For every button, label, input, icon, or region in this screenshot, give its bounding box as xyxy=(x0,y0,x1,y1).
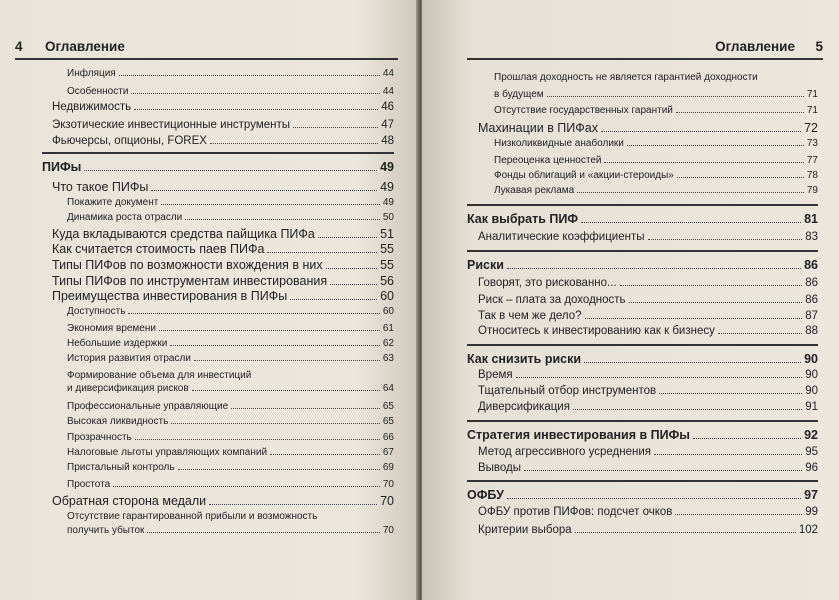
toc-entry-title: Риски xyxy=(467,258,504,272)
toc-page-number: 55 xyxy=(380,258,394,272)
toc-entry-title: Динамика роста отрасли xyxy=(67,212,183,223)
dot-leader xyxy=(601,131,801,132)
toc-page-number: 90 xyxy=(804,352,818,366)
toc-page-number: 51 xyxy=(380,227,394,241)
toc-entry-title: Недвижимость xyxy=(52,101,132,113)
toc-page-number: 70 xyxy=(382,479,394,490)
toc-page-number: 61 xyxy=(382,323,394,334)
toc-entry xyxy=(67,338,394,349)
toc-entry xyxy=(67,86,394,97)
toc-page-number: 73 xyxy=(806,138,818,149)
toc-entry xyxy=(67,462,394,473)
toc-entry-title: История развития отрасли xyxy=(67,353,191,364)
section-divider xyxy=(467,480,818,482)
toc-entry-title: Особенности xyxy=(67,86,129,97)
dot-leader xyxy=(318,237,377,238)
left-page-header xyxy=(15,38,398,58)
toc-entry-title: Прошлая доходность не является гарантией доходности xyxy=(494,72,758,83)
dot-leader xyxy=(84,170,377,171)
dot-leader xyxy=(676,112,804,113)
toc-page-number: 65 xyxy=(382,401,394,412)
toc-entry xyxy=(494,170,818,181)
toc-page-number: 86 xyxy=(804,258,818,272)
toc-page-number: 67 xyxy=(382,447,394,458)
dot-leader xyxy=(161,204,380,205)
toc-entry-title: Преимущества инвестирования в ПИФы xyxy=(52,289,288,303)
dot-leader xyxy=(209,504,377,505)
toc-page-number: 70 xyxy=(382,525,394,536)
toc-entry-title: ПИФы xyxy=(42,160,82,174)
toc-entry xyxy=(67,370,251,381)
dot-leader xyxy=(677,177,804,178)
toc-section-heading xyxy=(467,258,818,272)
toc-entry xyxy=(52,289,394,303)
toc-entry xyxy=(494,185,818,196)
toc-page-number: 46 xyxy=(381,101,394,113)
toc-entry-title: получить убыток xyxy=(67,525,145,536)
toc-entry-title: ОФБУ xyxy=(467,488,504,502)
toc-page-number: 47 xyxy=(381,119,394,131)
toc-entry xyxy=(494,72,758,83)
dot-leader xyxy=(134,109,378,110)
toc-entry-title: Фьючерсы, опционы, FOREX xyxy=(52,135,207,147)
toc-entry-title: Простота xyxy=(67,479,111,490)
toc-entry-title: ОФБУ против ПИФов: подсчет очков xyxy=(478,506,673,518)
toc-entry-title: Относитесь к инвестированию как к бизнесу xyxy=(478,325,715,337)
toc-entry xyxy=(67,416,394,427)
toc-entry-title: Отсутствие гарантированной прибыли и возможность xyxy=(67,511,318,522)
toc-page-number: 55 xyxy=(380,242,394,256)
toc-entry-title: Низколиквидные анаболики xyxy=(494,138,624,149)
toc-section-heading xyxy=(42,160,394,174)
toc-entry xyxy=(478,524,818,536)
dot-leader xyxy=(178,469,380,470)
toc-page-number: 72 xyxy=(804,121,818,135)
toc-page-number: 49 xyxy=(380,160,394,174)
dot-leader xyxy=(159,330,380,331)
dot-leader xyxy=(119,75,380,76)
left-page xyxy=(0,0,418,600)
dot-leader xyxy=(330,284,377,285)
toc-entry xyxy=(67,511,317,522)
toc-entry xyxy=(478,310,818,322)
right-page-number: 5 xyxy=(815,39,823,54)
dot-leader xyxy=(210,143,378,144)
toc-entry-title: Аналитические коэффициенты xyxy=(478,231,645,243)
toc-entry xyxy=(52,119,394,131)
toc-entry-title: Инфляция xyxy=(67,68,116,79)
toc-entry-title: Критерии выбора xyxy=(478,524,572,536)
toc-entry xyxy=(67,525,394,536)
section-divider xyxy=(467,250,818,252)
toc-entry-title: в будущем xyxy=(494,89,544,100)
toc-section-heading xyxy=(467,428,818,442)
dot-leader xyxy=(151,190,377,191)
toc-entry xyxy=(52,227,394,241)
dot-leader xyxy=(131,93,379,94)
toc-page-number: 60 xyxy=(380,289,394,303)
dot-leader xyxy=(326,268,377,269)
toc-page-number: 81 xyxy=(804,212,818,226)
toc-entry-title: Время xyxy=(478,369,513,381)
toc-page-number: 50 xyxy=(382,212,394,223)
toc-page-number: 63 xyxy=(382,353,394,364)
toc-entry-title: Экономия времени xyxy=(67,323,156,334)
toc-entry xyxy=(478,325,818,337)
toc-entry-title: Типы ПИФов по возможности вхождения в них xyxy=(52,258,323,272)
toc-entry xyxy=(478,121,818,135)
toc-page-number: 62 xyxy=(382,338,394,349)
toc-page-number: 99 xyxy=(805,506,818,518)
dot-leader xyxy=(675,514,802,515)
toc-entry xyxy=(478,385,818,397)
toc-page-number: 70 xyxy=(380,494,394,508)
toc-entry-title: Доступность xyxy=(67,306,126,317)
toc-entry xyxy=(67,447,394,458)
dot-leader xyxy=(718,333,802,334)
dot-leader xyxy=(171,423,380,424)
toc-entry xyxy=(478,369,818,381)
toc-entry xyxy=(478,277,818,289)
dot-leader xyxy=(575,532,796,533)
dot-leader xyxy=(659,393,802,394)
toc-entry xyxy=(67,353,394,364)
dot-leader xyxy=(524,470,802,471)
toc-page-number: 48 xyxy=(381,135,394,147)
dot-leader xyxy=(629,302,803,303)
toc-entry-title: Покажите документ xyxy=(67,197,159,208)
dot-leader xyxy=(194,360,380,361)
toc-page-number: 87 xyxy=(805,310,818,322)
toc-entry xyxy=(52,135,394,147)
toc-page-number: 64 xyxy=(382,383,394,394)
toc-entry xyxy=(52,258,394,272)
dot-leader xyxy=(192,390,380,391)
toc-entry-title: Отсутствие государственных гарантий xyxy=(494,105,673,116)
dot-leader xyxy=(547,96,804,97)
toc-page-number: 49 xyxy=(380,180,394,194)
dot-leader xyxy=(267,252,377,253)
toc-entry xyxy=(67,197,394,208)
toc-entry xyxy=(67,306,394,317)
toc-entry xyxy=(52,101,394,113)
dot-leader xyxy=(135,439,380,440)
toc-entry-title: Формирование объема для инвестиций xyxy=(67,370,252,381)
dot-leader xyxy=(516,377,803,378)
toc-entry-title: Фонды облигаций и «акции-стероиды» xyxy=(494,170,674,181)
toc-entry-title: Высокая ликвидность xyxy=(67,416,169,427)
toc-page-number: 86 xyxy=(805,277,818,289)
toc-page-number: 90 xyxy=(805,385,818,397)
dot-leader xyxy=(620,285,803,286)
dot-leader xyxy=(290,299,377,300)
toc-entry xyxy=(494,155,818,166)
toc-entry-title: Типы ПИФов по инструментам инвестирования xyxy=(52,274,328,288)
toc-entry xyxy=(494,105,818,116)
toc-page-number: 44 xyxy=(382,86,394,97)
section-divider xyxy=(467,344,818,346)
toc-page-number: 78 xyxy=(806,170,818,181)
toc-entry-title: Обратная сторона медали xyxy=(52,494,207,508)
toc-page-number: 79 xyxy=(806,185,818,196)
toc-page-number: 95 xyxy=(805,446,818,458)
toc-entry xyxy=(52,180,394,194)
toc-page-number: 71 xyxy=(806,105,818,116)
toc-page-number: 90 xyxy=(805,369,818,381)
toc-page-number: 97 xyxy=(804,488,818,502)
toc-page-number: 49 xyxy=(382,197,394,208)
toc-entry-title: Переоценка ценностей xyxy=(494,155,602,166)
dot-leader xyxy=(507,268,801,269)
toc-entry-title: Пристальный контроль xyxy=(67,462,175,473)
toc-section-heading xyxy=(467,212,818,226)
toc-entry xyxy=(67,323,394,334)
toc-page-number: 60 xyxy=(382,306,394,317)
toc-entry-title: Экзотические инвестиционные инструменты xyxy=(52,119,291,131)
dot-leader xyxy=(693,438,801,439)
dot-leader xyxy=(231,408,380,409)
section-divider xyxy=(42,152,394,154)
dot-leader xyxy=(147,532,379,533)
toc-entry-title: Прозрачность xyxy=(67,432,132,443)
dot-leader xyxy=(627,145,804,146)
toc-section-heading xyxy=(467,488,818,502)
toc-entry xyxy=(494,138,818,149)
toc-entry-title: Как снизить риски xyxy=(467,352,582,366)
toc-page-number: 65 xyxy=(382,416,394,427)
header-rule xyxy=(15,58,398,60)
dot-leader xyxy=(648,239,803,240)
toc-entry xyxy=(478,506,818,518)
toc-entry xyxy=(478,231,818,243)
header-rule xyxy=(467,58,823,60)
toc-entry-title: Так в чем же дело? xyxy=(478,310,582,322)
toc-entry-title: Махинации в ПИФах xyxy=(478,121,598,135)
toc-page-number: 66 xyxy=(382,432,394,443)
left-header-title: Оглавление xyxy=(45,39,125,54)
toc-entry xyxy=(67,432,394,443)
dot-leader xyxy=(293,127,378,128)
toc-entry xyxy=(67,212,394,223)
toc-entry xyxy=(52,494,394,508)
dot-leader xyxy=(270,454,380,455)
toc-section-heading xyxy=(467,352,818,366)
toc-entry xyxy=(67,383,394,394)
toc-page-number: 88 xyxy=(805,325,818,337)
dot-leader xyxy=(507,498,801,499)
toc-page-number: 77 xyxy=(806,155,818,166)
dot-leader xyxy=(573,409,802,410)
toc-entry xyxy=(67,401,394,412)
dot-leader xyxy=(581,222,801,223)
dot-leader xyxy=(585,318,803,319)
toc-entry-title: Налоговые льготы управляющих компаний xyxy=(67,447,268,458)
toc-page-number: 86 xyxy=(805,294,818,306)
toc-page-number: 83 xyxy=(805,231,818,243)
toc-entry xyxy=(52,274,394,288)
toc-entry-title: Говорят, это рискованно... xyxy=(478,277,617,289)
toc-page-number: 56 xyxy=(380,274,394,288)
toc-page-number: 44 xyxy=(382,68,394,79)
toc-page-number: 92 xyxy=(804,428,818,442)
right-page-header xyxy=(467,38,823,58)
toc-entry-title: Стратегия инвестирования в ПИФы xyxy=(467,428,690,442)
toc-page-number: 71 xyxy=(806,89,818,100)
toc-entry xyxy=(478,401,818,413)
toc-entry xyxy=(67,479,394,490)
toc-entry-title: Профессиональные управляющие xyxy=(67,401,229,412)
dot-leader xyxy=(113,486,380,487)
toc-entry xyxy=(494,89,818,100)
toc-page-number: 96 xyxy=(805,462,818,474)
dot-leader xyxy=(577,192,804,193)
toc-entry-title: Диверсификация xyxy=(478,401,570,413)
section-divider xyxy=(467,420,818,422)
toc-entry xyxy=(478,446,818,458)
toc-entry-title: Небольшие издержки xyxy=(67,338,168,349)
dot-leader xyxy=(185,219,380,220)
toc-page-number: 102 xyxy=(798,524,818,536)
dot-leader xyxy=(170,345,380,346)
toc-entry-title: Риск – плата за доходность xyxy=(478,294,626,306)
dot-leader xyxy=(584,362,801,363)
toc-entry-title: Что такое ПИФы xyxy=(52,180,149,194)
toc-entry-title: Куда вкладываются средства пайщика ПИФа xyxy=(52,227,315,241)
left-page-number: 4 xyxy=(15,39,23,54)
dot-leader xyxy=(604,162,803,163)
toc-page-number: 91 xyxy=(805,401,818,413)
toc-entry-title: Как выбрать ПИФ xyxy=(467,212,579,226)
toc-entry xyxy=(478,462,818,474)
toc-entry-title: Выводы xyxy=(478,462,522,474)
toc-entry-title: Метод агрессивного усреднения xyxy=(478,446,651,458)
toc-entry-title: Лукавая реклама xyxy=(494,185,575,196)
dot-leader xyxy=(654,454,802,455)
toc-entry-title: Тщательный отбор инструментов xyxy=(478,385,657,397)
toc-page-number: 69 xyxy=(382,462,394,473)
toc-entry xyxy=(478,294,818,306)
dot-leader xyxy=(128,313,379,314)
toc-entry-title: Как считается стоимость паев ПИФа xyxy=(52,242,265,256)
toc-entry-title: и диверсификация рисков xyxy=(67,383,189,394)
right-page xyxy=(422,0,839,600)
toc-entry xyxy=(52,242,394,256)
toc-entry xyxy=(67,68,394,79)
right-header-title: Оглавление xyxy=(715,39,795,54)
section-divider xyxy=(467,204,818,206)
